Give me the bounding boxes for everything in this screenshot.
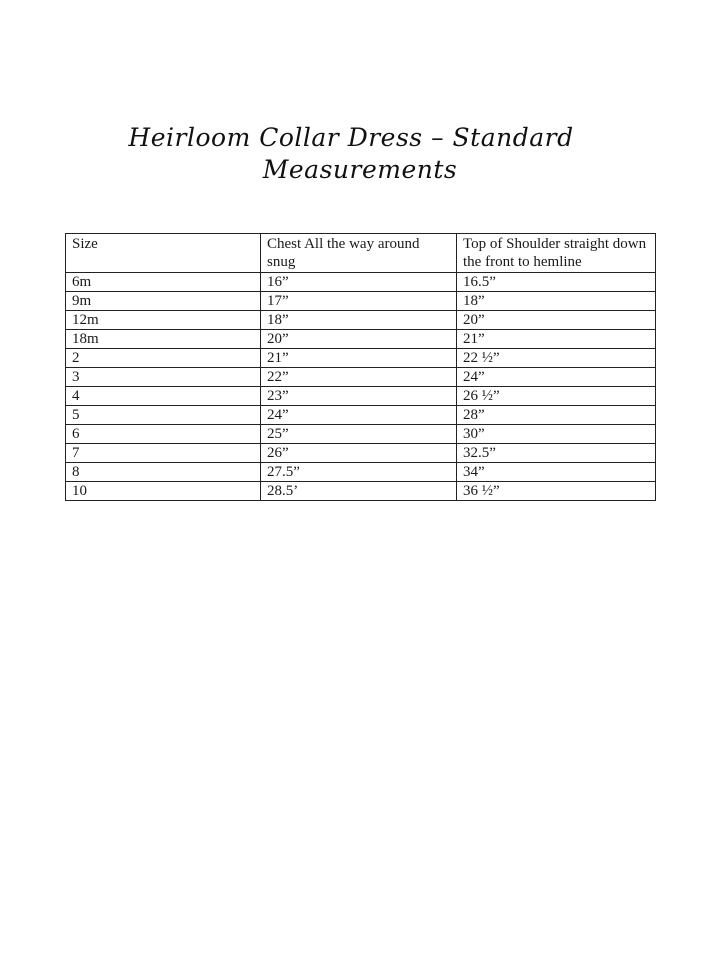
table-row: [66, 368, 656, 387]
size-cell: 10: [66, 482, 261, 501]
size-cell: 4: [66, 387, 261, 406]
length-cell: 30”: [457, 425, 656, 444]
length-cell: 24”: [457, 368, 656, 387]
chest-cell: 25”: [261, 425, 457, 444]
table-row: [66, 311, 656, 330]
length-cell: 32.5”: [457, 444, 656, 463]
size-cell: 12m: [66, 311, 261, 330]
header-chest: Chest All the way around snug: [261, 234, 457, 273]
table-row: [66, 387, 656, 406]
chest-cell: 23”: [261, 387, 457, 406]
length-cell: 34”: [457, 463, 656, 482]
chest-cell: 16”: [261, 273, 457, 292]
table-row: [66, 482, 656, 501]
table-row: [66, 349, 656, 368]
size-cell: 18m: [66, 330, 261, 349]
size-cell: 7: [66, 444, 261, 463]
chest-cell: 27.5”: [261, 463, 457, 482]
length-cell: 26 ½”: [457, 387, 656, 406]
length-cell: 20”: [457, 311, 656, 330]
chest-cell: 24”: [261, 406, 457, 425]
size-cell: 2: [66, 349, 261, 368]
table-row: [66, 444, 656, 463]
table-row: [66, 406, 656, 425]
table-row: [66, 425, 656, 444]
title-line-1: Heirloom Collar Dress – Standard: [128, 123, 574, 152]
chest-cell: 21”: [261, 349, 457, 368]
table-header-row: [66, 234, 656, 273]
length-cell: 21”: [457, 330, 656, 349]
chest-cell: 20”: [261, 330, 457, 349]
length-cell: 22 ½”: [457, 349, 656, 368]
table-row: [66, 463, 656, 482]
page-title: [0, 122, 720, 186]
chest-cell: 22”: [261, 368, 457, 387]
length-cell: 36 ½”: [457, 482, 656, 501]
chest-cell: 28.5’: [261, 482, 457, 501]
size-cell: 9m: [66, 292, 261, 311]
header-size: Size: [66, 234, 261, 273]
size-cell: 5: [66, 406, 261, 425]
size-cell: 8: [66, 463, 261, 482]
title-line-2: Measurements: [262, 155, 458, 184]
chest-cell: 26”: [261, 444, 457, 463]
table-row: [66, 292, 656, 311]
length-cell: 28”: [457, 406, 656, 425]
size-cell: 3: [66, 368, 261, 387]
chest-cell: 17”: [261, 292, 457, 311]
size-cell: 6m: [66, 273, 261, 292]
header-shoulder-to-hem: Top of Shoulder straight down the front to hemline: [457, 234, 656, 273]
chest-cell: 18”: [261, 311, 457, 330]
measurements-table: [65, 233, 656, 501]
table-row: [66, 330, 656, 349]
table-row: [66, 273, 656, 292]
length-cell: 16.5”: [457, 273, 656, 292]
size-cell: 6: [66, 425, 261, 444]
length-cell: 18”: [457, 292, 656, 311]
